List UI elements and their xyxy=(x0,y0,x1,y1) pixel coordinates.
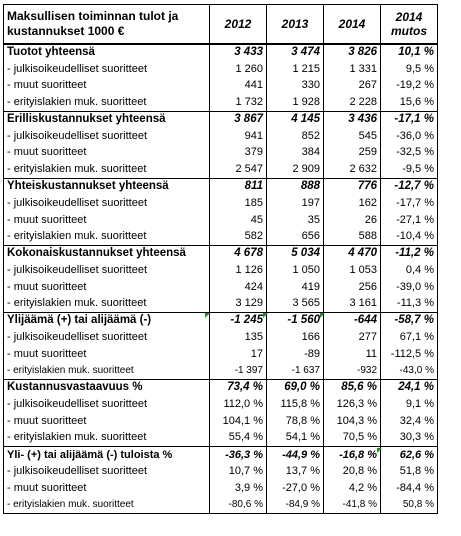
value-2013: 69,0 % xyxy=(267,379,324,396)
header-mutos-year: 2014 xyxy=(395,10,423,24)
value-2012: 104,1 % xyxy=(210,413,267,430)
table-row xyxy=(4,78,438,95)
value-2014: -932 xyxy=(324,363,381,380)
value-2012: 3,9 % xyxy=(210,480,267,497)
row-label: - julkisoikeudelliset suoritteet xyxy=(4,128,210,145)
value-2012: 424 xyxy=(210,279,267,296)
value-2013: 3 565 xyxy=(267,295,324,312)
value-2014: 3 436 xyxy=(324,111,381,128)
table-row xyxy=(4,161,438,178)
row-label: - muut suoritteet xyxy=(4,145,210,162)
value-2013: -27,0 % xyxy=(267,480,324,497)
value-mutos: -9,5 % xyxy=(381,161,438,178)
value-mutos: 0,4 % xyxy=(381,262,438,279)
value-2013: 166 xyxy=(267,329,324,346)
value-2012: 1 260 xyxy=(210,61,267,78)
value-2013: 1 050 xyxy=(267,262,324,279)
table-row xyxy=(4,497,438,514)
row-label: - muut suoritteet xyxy=(4,480,210,497)
value-2013: 35 xyxy=(267,212,324,229)
row-label: - erityislakien muk. suoritteet xyxy=(4,161,210,178)
row-label: - erityislakien muk. suoritteet xyxy=(4,497,210,514)
value-2012: 1 126 xyxy=(210,262,267,279)
value-2013: 78,8 % xyxy=(267,413,324,430)
value-2014: 104,3 % xyxy=(324,413,381,430)
table-row xyxy=(4,61,438,78)
value-2013: 656 xyxy=(267,228,324,245)
row-label: - julkisoikeudelliset suoritteet xyxy=(4,195,210,212)
row-label: - erityislakien muk. suoritteet xyxy=(4,228,210,245)
value-2014: 267 xyxy=(324,78,381,95)
value-2013: -89 xyxy=(267,346,324,363)
value-2013: 1 928 xyxy=(267,94,324,111)
table-row xyxy=(4,279,438,296)
value-2012: 441 xyxy=(210,78,267,95)
value-2012: 10,7 % xyxy=(210,463,267,480)
value-2012: 582 xyxy=(210,228,267,245)
value-2012: -1 397 xyxy=(210,363,267,380)
value-2014: 776 xyxy=(324,178,381,195)
value-mutos: -27,1 % xyxy=(381,212,438,229)
value-2014: 4,2 % xyxy=(324,480,381,497)
value-2014: 85,6 % xyxy=(324,379,381,396)
value-2014: 26 xyxy=(324,212,381,229)
value-2012: 45 xyxy=(210,212,267,229)
value-2014: 545 xyxy=(324,128,381,145)
row-label: Kustannusvastaavuus % xyxy=(4,379,210,396)
value-mutos: 24,1 % xyxy=(381,379,438,396)
table-total-row xyxy=(4,111,438,128)
value-mutos: 32,4 % xyxy=(381,413,438,430)
row-label: - muut suoritteet xyxy=(4,212,210,229)
value-mutos: 50,8 % xyxy=(381,497,438,514)
value-2013: 384 xyxy=(267,145,324,162)
value-2012: 379 xyxy=(210,145,267,162)
header-year-2014: 2014 xyxy=(324,5,381,45)
cell-marker-icon xyxy=(263,313,268,318)
value-2014: -16,8 % xyxy=(324,446,381,463)
table-row xyxy=(4,262,438,279)
value-2013: 197 xyxy=(267,195,324,212)
value-2012: 941 xyxy=(210,128,267,145)
value-2014: 277 xyxy=(324,329,381,346)
table-row xyxy=(4,363,438,380)
value-mutos: 9,5 % xyxy=(381,61,438,78)
value-2012: 4 678 xyxy=(210,245,267,262)
table-row xyxy=(4,480,438,497)
table-row xyxy=(4,430,438,447)
value-2013: 13,7 % xyxy=(267,463,324,480)
table-total-row xyxy=(4,379,438,396)
cell-marker-icon xyxy=(205,313,210,318)
value-mutos: -10,4 % xyxy=(381,228,438,245)
value-mutos: -39,0 % xyxy=(381,279,438,296)
value-2013: 888 xyxy=(267,178,324,195)
row-label: - erityislakien muk. suoritteet xyxy=(4,94,210,111)
value-mutos: 15,6 % xyxy=(381,94,438,111)
row-label: - muut suoritteet xyxy=(4,279,210,296)
header-label-line2: kustannukset 1000 € xyxy=(7,24,125,38)
value-2014: 162 xyxy=(324,195,381,212)
row-label: - erityislakien muk. suoritteet xyxy=(4,295,210,312)
value-mutos: 62,6 % xyxy=(381,446,438,463)
table-row xyxy=(4,94,438,111)
value-mutos: -11,3 % xyxy=(381,295,438,312)
row-label: - julkisoikeudelliset suoritteet xyxy=(4,463,210,480)
row-label: Tuotot yhteensä xyxy=(4,44,210,61)
value-2012: 3 433 xyxy=(210,44,267,61)
value-mutos: -19,2 % xyxy=(381,78,438,95)
row-label: - muut suoritteet xyxy=(4,78,210,95)
value-2014: 2 632 xyxy=(324,161,381,178)
table-row xyxy=(4,145,438,162)
value-2012: -36,3 % xyxy=(210,446,267,463)
header-mutos-cell xyxy=(381,5,438,45)
value-mutos: -112,5 % xyxy=(381,346,438,363)
header-mutos-label: mutos xyxy=(391,24,427,38)
value-2013: -44,9 % xyxy=(267,446,324,463)
value-2012: 17 xyxy=(210,346,267,363)
row-label: - erityislakien muk. suoritteet xyxy=(4,430,210,447)
value-2012: 811 xyxy=(210,178,267,195)
row-label: Yli- (+) tai alijäämä (-) tuloista % xyxy=(4,446,210,463)
row-label: - julkisoikeudelliset suoritteet xyxy=(4,396,210,413)
value-2013: 419 xyxy=(267,279,324,296)
value-2014: 259 xyxy=(324,145,381,162)
row-label: - erityislakien muk. suoritteet xyxy=(4,363,210,380)
row-label: - muut suoritteet xyxy=(4,413,210,430)
row-label: - julkisoikeudelliset suoritteet xyxy=(4,329,210,346)
value-mutos: -36,0 % xyxy=(381,128,438,145)
row-label: - julkisoikeudelliset suoritteet xyxy=(4,61,210,78)
value-mutos: -11,2 % xyxy=(381,245,438,262)
value-mutos: -58,7 % xyxy=(381,312,438,329)
value-2013: 4 145 xyxy=(267,111,324,128)
value-mutos: 51,8 % xyxy=(381,463,438,480)
table-total-row xyxy=(4,446,438,463)
row-label: - julkisoikeudelliset suoritteet xyxy=(4,262,210,279)
table-row xyxy=(4,346,438,363)
header-label-line1: Maksullisen toiminnan tulot ja xyxy=(7,9,179,23)
value-2012: 135 xyxy=(210,329,267,346)
table-total-row xyxy=(4,312,438,329)
table-row xyxy=(4,228,438,245)
value-mutos: -43,0 % xyxy=(381,363,438,380)
header-year-2013: 2013 xyxy=(267,5,324,45)
row-label: Ylijäämä (+) tai alijäämä (-) xyxy=(4,312,210,329)
table-total-row xyxy=(4,44,438,61)
value-2013: 2 909 xyxy=(267,161,324,178)
value-mutos: 9,1 % xyxy=(381,396,438,413)
value-2014: 588 xyxy=(324,228,381,245)
value-2012: 185 xyxy=(210,195,267,212)
value-2012: 2 547 xyxy=(210,161,267,178)
row-label: Yhteiskustannukset yhteensä xyxy=(4,178,210,195)
value-2013: -1 637 xyxy=(267,363,324,380)
value-2014: 1 331 xyxy=(324,61,381,78)
value-2012: 73,4 % xyxy=(210,379,267,396)
value-2012: 3 867 xyxy=(210,111,267,128)
value-2012: 112,0 % xyxy=(210,396,267,413)
value-2012: -1 245 xyxy=(210,312,267,329)
table-total-row xyxy=(4,245,438,262)
value-2013: 330 xyxy=(267,78,324,95)
table-row xyxy=(4,413,438,430)
value-2014: 3 826 xyxy=(324,44,381,61)
value-mutos: -12,7 % xyxy=(381,178,438,195)
value-2013: 54,1 % xyxy=(267,430,324,447)
value-2013: 115,8 % xyxy=(267,396,324,413)
header-label-cell xyxy=(4,5,210,45)
value-mutos: -17,1 % xyxy=(381,111,438,128)
value-2014: 256 xyxy=(324,279,381,296)
value-2014: -644 xyxy=(324,312,381,329)
value-2013: 852 xyxy=(267,128,324,145)
value-2012: 55,4 % xyxy=(210,430,267,447)
value-2014: 1 053 xyxy=(324,262,381,279)
financial-table xyxy=(3,4,438,514)
value-2013: 5 034 xyxy=(267,245,324,262)
value-2014: 126,3 % xyxy=(324,396,381,413)
table-row xyxy=(4,329,438,346)
value-2014: 4 470 xyxy=(324,245,381,262)
value-2013: -1 560 xyxy=(267,312,324,329)
row-label: - muut suoritteet xyxy=(4,346,210,363)
table-row xyxy=(4,195,438,212)
value-2014: 3 161 xyxy=(324,295,381,312)
cell-marker-icon xyxy=(377,448,382,453)
table-row xyxy=(4,463,438,480)
table-body xyxy=(4,44,438,513)
table-row xyxy=(4,396,438,413)
value-mutos: 30,3 % xyxy=(381,430,438,447)
value-mutos: -84,4 % xyxy=(381,480,438,497)
cell-marker-icon xyxy=(320,313,325,318)
value-2012: -80,6 % xyxy=(210,497,267,514)
table-row xyxy=(4,295,438,312)
value-2014: 11 xyxy=(324,346,381,363)
value-mutos: 67,1 % xyxy=(381,329,438,346)
value-2012: 1 732 xyxy=(210,94,267,111)
value-2013: -84,9 % xyxy=(267,497,324,514)
value-2012: 3 129 xyxy=(210,295,267,312)
value-mutos: -32,5 % xyxy=(381,145,438,162)
row-label: Kokonaiskustannukset yhteensä xyxy=(4,245,210,262)
table-row xyxy=(4,212,438,229)
value-2014: 70,5 % xyxy=(324,430,381,447)
value-2014: 20,8 % xyxy=(324,463,381,480)
value-2013: 3 474 xyxy=(267,44,324,61)
row-label: Erilliskustannukset yhteensä xyxy=(4,111,210,128)
value-2014: 2 228 xyxy=(324,94,381,111)
value-2014: -41,8 % xyxy=(324,497,381,514)
table-total-row xyxy=(4,178,438,195)
table-header xyxy=(4,5,438,45)
table-row xyxy=(4,128,438,145)
value-2013: 1 215 xyxy=(267,61,324,78)
value-mutos: 10,1 % xyxy=(381,44,438,61)
value-mutos: -17,7 % xyxy=(381,195,438,212)
header-year-2012: 2012 xyxy=(210,5,267,45)
